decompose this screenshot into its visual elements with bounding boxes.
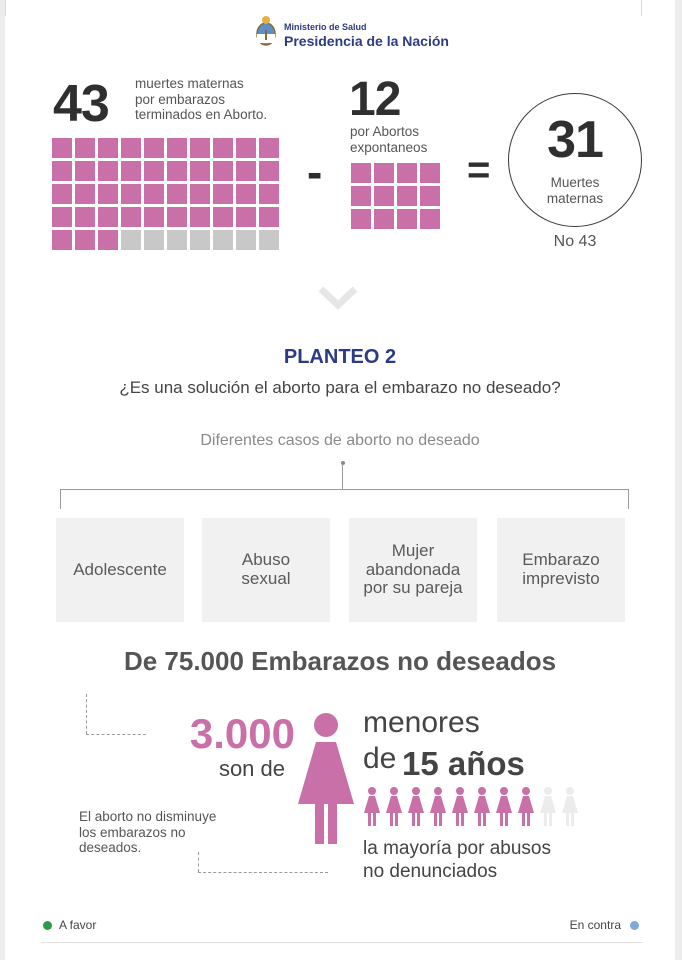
case-label-line: abandonada: [365, 559, 461, 579]
death-square: [259, 207, 279, 227]
spontaneous-square: [420, 163, 440, 183]
girl-figure-icon: [385, 786, 403, 826]
death-square: [259, 184, 279, 204]
age-label: 15 años: [402, 745, 525, 782]
death-empty-square: [121, 230, 141, 250]
infographic-page: [5, 0, 675, 960]
note-line: El aborto no disminuye: [79, 809, 217, 824]
death-empty-square: [236, 230, 256, 250]
abuse-line: la mayoría por abusos: [363, 838, 551, 859]
total-deaths-number: 43: [53, 75, 109, 133]
spontaneous-label-line: por Abortos: [350, 124, 420, 139]
death-empty-square: [144, 230, 164, 250]
death-square: [75, 184, 95, 204]
death-empty-square: [190, 230, 210, 250]
death-square: [52, 184, 72, 204]
death-square: [213, 207, 233, 227]
spontaneous-square: [374, 209, 394, 229]
spontaneous-square: [397, 186, 417, 206]
result-number: 31: [547, 111, 603, 169]
case-label-line: por su pareja: [363, 578, 463, 598]
case-box-embarazo: [497, 518, 625, 622]
case-label-line: Adolescente: [73, 559, 167, 579]
death-square: [213, 138, 233, 158]
spontaneous-square: [420, 186, 440, 206]
ministry-label: Ministerio de Salud: [284, 22, 367, 32]
result-label-line: maternas: [546, 190, 604, 206]
case-label-line: imprevisto: [522, 569, 600, 588]
girl-figure-icon: [363, 786, 381, 826]
death-square: [167, 138, 187, 158]
death-square: [236, 207, 256, 227]
contra-label: En contra: [569, 918, 621, 932]
spontaneous-square: [420, 209, 440, 229]
spontaneous-square: [397, 163, 417, 183]
case-box-abuso: [202, 518, 330, 622]
dashed-line-bottom-horizontal: [198, 872, 328, 873]
coat-of-arms-icon: [255, 14, 277, 48]
dashed-line-left-vertical: [86, 694, 87, 734]
dashed-line-left-horizontal: [86, 734, 146, 735]
case-box-mujer: [349, 518, 477, 622]
death-square: [144, 184, 164, 204]
girl-figure-icon: [473, 786, 491, 826]
death-square: [236, 138, 256, 158]
favor-dot-icon: [43, 921, 52, 930]
girl-figure-icon: [407, 786, 425, 826]
result-note: No 43: [553, 233, 597, 250]
spontaneous-square: [351, 163, 371, 183]
menores-label: menores: [363, 706, 480, 739]
death-empty-square: [259, 230, 279, 250]
abuse-text: [363, 838, 551, 884]
spontaneous-number: 12: [349, 73, 401, 126]
death-square: [52, 230, 72, 250]
note-text: [79, 809, 216, 856]
death-square: [121, 207, 141, 227]
death-square: [167, 184, 187, 204]
result-label: [508, 175, 642, 206]
death-square: [121, 184, 141, 204]
stats-headline: De 75.000 Embarazos no deseados: [123, 646, 557, 676]
connector-line: [342, 464, 343, 489]
death-square: [190, 138, 210, 158]
death-square: [144, 138, 164, 158]
death-square: [190, 184, 210, 204]
spontaneous-label: [350, 124, 427, 155]
son-de-label: son de: [218, 756, 285, 781]
woman-figure-icon: [297, 712, 355, 844]
death-square: [167, 207, 187, 227]
girl-figure-inactive-icon: [539, 786, 557, 826]
spontaneous-square: [374, 163, 394, 183]
spontaneous-grid: [351, 163, 440, 229]
case-label-line: Mujer: [391, 540, 435, 560]
top-left-rule: [5, 0, 6, 16]
case-box-adolescente: [56, 518, 184, 622]
top-right-rule: [641, 0, 642, 16]
contra-dot-icon: [630, 921, 639, 930]
death-square: [75, 138, 95, 158]
case-label-line: sexual: [241, 569, 291, 588]
total-deaths-label: [135, 76, 267, 123]
death-square: [167, 161, 187, 181]
death-square: [213, 161, 233, 181]
cases-bracket: [60, 489, 629, 509]
stats-number: 3.000: [189, 710, 295, 757]
spontaneous-square: [351, 186, 371, 206]
death-square: [98, 161, 118, 181]
spontaneous-label-line: expontaneos: [350, 139, 428, 155]
planteo-heading: PLANTEO 2: [283, 346, 397, 368]
death-empty-square: [213, 230, 233, 250]
favor-label: A favor: [59, 918, 97, 932]
girl-figure-inactive-icon: [561, 786, 579, 826]
death-square: [75, 161, 95, 181]
death-square: [259, 161, 279, 181]
death-square: [98, 207, 118, 227]
minus-sign: -: [307, 146, 322, 198]
death-square: [52, 138, 72, 158]
spontaneous-square: [374, 186, 394, 206]
death-square: [121, 161, 141, 181]
girl-figure-icon: [451, 786, 469, 826]
girl-figure-icon: [429, 786, 447, 826]
death-square: [52, 207, 72, 227]
spontaneous-square: [351, 209, 371, 229]
total-label-line: muertes maternas: [135, 76, 244, 91]
abuse-line: no denunciados: [363, 860, 498, 882]
death-square: [98, 138, 118, 158]
death-square: [236, 184, 256, 204]
death-square: [190, 207, 210, 227]
girl-figure-icon: [517, 786, 535, 826]
bottom-rule: [41, 942, 643, 943]
chevron-down-icon: [317, 283, 359, 311]
figures-row: [363, 786, 579, 826]
note-line: deseados.: [79, 840, 142, 856]
death-square: [52, 161, 72, 181]
spontaneous-square: [397, 209, 417, 229]
total-deaths-grid: [52, 138, 279, 250]
note-line: los embarazos no: [79, 824, 186, 840]
case-label-line: Embarazo: [522, 550, 600, 570]
girl-figure-icon: [495, 786, 513, 826]
de-label: de: [363, 742, 397, 775]
planteo-question: ¿Es una solución el aborto para el embarazo no deseado?: [119, 378, 561, 397]
death-square: [98, 184, 118, 204]
death-square: [75, 230, 95, 250]
death-square: [144, 207, 164, 227]
result-label-line: Muertes: [550, 175, 600, 190]
death-square: [190, 161, 210, 181]
death-square: [236, 161, 256, 181]
presidencia-label: Presidencia de la Nación: [284, 33, 449, 49]
cases-subheading: Diferentes casos de aborto no deseado: [200, 432, 480, 449]
death-square: [121, 138, 141, 158]
death-square: [144, 161, 164, 181]
case-label-line: Abuso: [241, 550, 291, 570]
death-empty-square: [167, 230, 187, 250]
death-square: [98, 230, 118, 250]
death-square: [259, 138, 279, 158]
total-label-line: por embarazos: [135, 91, 226, 107]
death-square: [213, 184, 233, 204]
equals-sign: =: [467, 148, 490, 192]
death-square: [75, 207, 95, 227]
total-label-line: terminados en Aborto.: [135, 107, 268, 123]
